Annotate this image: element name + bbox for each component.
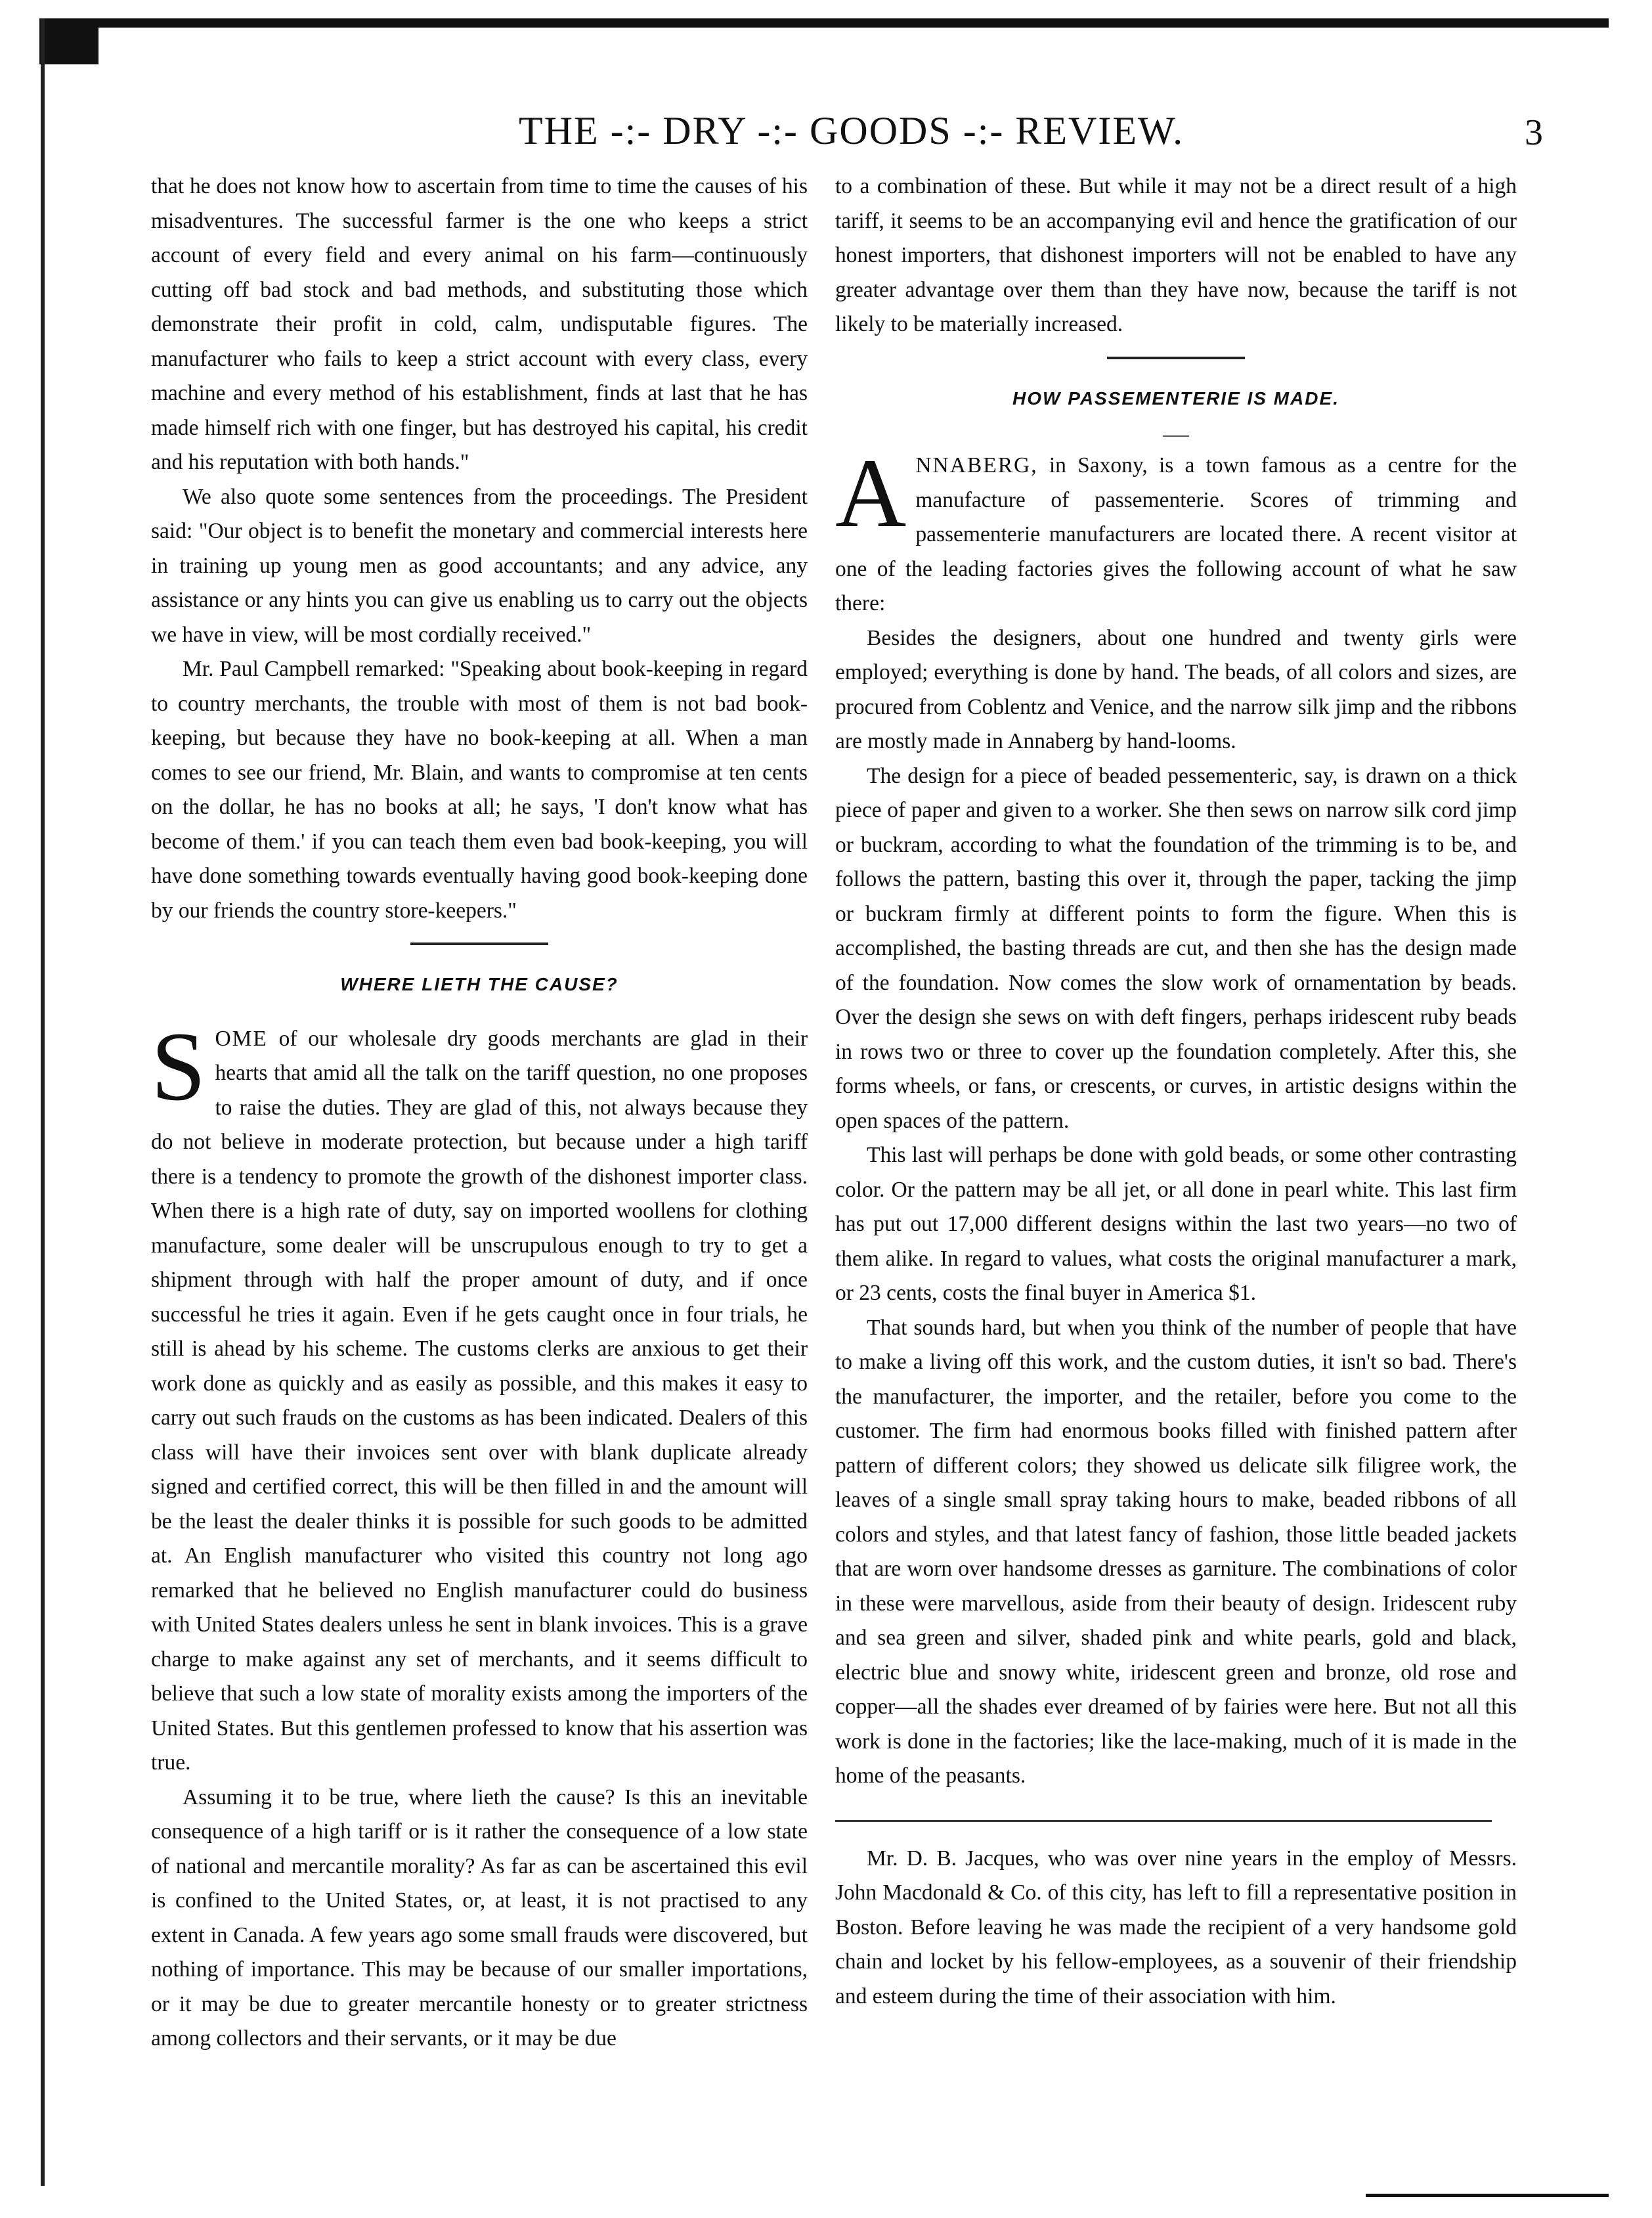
drop-cap: S (151, 1011, 206, 1121)
paragraph: to a combination of these. But while it may not be a direct result of a high tariff, it seems to be an accompanying evil and hence the gratification of our honest importers, that dishonest importers will not be enabled to have any greater advantage over them than they have now, because the tariff is not likely to be materially increased. (835, 174, 1517, 336)
paragraph-text: of our wholesale dry goods merchants are glad in their hearts that amid all the talk on the tariff question, no one proposes to raise the duties. They are glad of this, not always because they do not believe in moderate protection, but because under a high tariff there is a tendency to promote the growth of the dishonest importer class. When there is a high rate of duty, say on imported woollens for clothing manufacture, some dealer will be unscrupulous enough to try to get a shipment through with half the proper amount of duty, and if once successful he tries it again. Even if he gets caught once in four trials, he still is ahead by his scheme. The customs clerks are anxious to get their work done as quickly and as easily as possible, and this makes it easy to carry out such frauds on the customs as has been indicated. Dealers of this class will have their invoices sent over with blank duplicate already signed and certified correct, this will be then filled in and the amount will be the least the dealer thinks it is possible for such goods to be admitted at. An English manufacturer who visited this country not long ago remarked that he believed no English manufacturer could do business with United States dealers unless he sent in blank invoices. This is a grave charge to make against any set of merchants, and it seems difficult to believe that such a low state of morality exists among the importers of the United States. But this gentlemen professed to know that his assertion was true. (151, 1026, 808, 1775)
paragraph-dropcap (151, 1011, 808, 1781)
paragraph: This last will perhaps be done with gold beads, or some other contrasting color. Or the pattern may be all jet, or all done in pearl white. This last firm has put out 17,000 different designs within the last two years—no two of them alike. In regard to values, what costs the original manufacturer a mark, or 23 cents, costs the final buyer in America $1. (835, 1143, 1517, 1305)
paragraph: that he does not know how to ascertain from time to time the causes of his misadventures. The successful farmer is the one who keeps a strict account of every field and every animal on his farm—continuously cutting off bad stock and bad methods, and substituting those which demonstrate their profit in cold, calm, undisputable figures. The manufacturer who fails to keep a strict account with every class, every machine and every method of his establishment, finds at last that he has made himself rich with one finger, but has destroyed his capital, his credit and his reputation with both hands." (151, 174, 808, 474)
right-column (835, 169, 1517, 2014)
paragraph: Mr. Paul Campbell remarked: "Speaking about book-keeping in regard to country merchants, the trouble with most of them is not bad book-keeping, but because they have no book-keeping at all. When a man comes to see our friend, Mr. Blain, and wants to compromise at ten cents on the dollar, he has no books at all; he says, 'I don't know what has become of them.' if you can teach them even bad book-keeping, you will have done something towards eventually having good book-keeping done by our friends the country store-keepers." (151, 657, 808, 923)
paragraph: We also quote some sentences from the proceedings. The President said: "Our object is to benefit the monetary and commercial interests here in training up young men as good accountants; and any advice, any assistance or any hints you can give us enabling us to carry out the objects we have in view, will be most cordially received." (151, 484, 808, 647)
section-heading: HOW PASSEMENTERIE IS MADE. (1012, 388, 1339, 409)
lead-word: NNABERG, (915, 453, 1038, 477)
drop-cap: A (835, 439, 907, 548)
section-heading: WHERE LIETH THE CAUSE? (340, 974, 619, 994)
bottom-rule (1366, 2194, 1609, 2197)
article-separator (835, 1820, 1492, 1822)
paragraph-dropcap (835, 439, 1517, 621)
page-number: 3 (1525, 112, 1543, 153)
section-divider (1107, 357, 1245, 359)
paragraph-text: in Saxony, is a town famous as a centre for the manufacture of passementerie. Scores of trimming and passementerie manufacturers are located there. A recent visitor at one of the leading factories gives the following account of what he saw there: (835, 453, 1517, 615)
heading-underline (1163, 435, 1189, 437)
top-corner-mark (39, 18, 98, 64)
paragraph: The design for a piece of beaded pessementeric, say, is drawn on a thick piece of paper and given to a worker. She then sews on narrow silk cord jimp or buckram, according to what the foundation of the trimming is to be, and follows the pattern, basting this over it, through the paper, tacking the jimp or buckram firmly at different points to form the figure. When this is accomplished, the basting threads are cut, and then she has the design made of the foundation. Now comes the slow work of ornamentation by beads. Over the design she sews on with deft fingers, perhaps iridescent ruby beads in rows two or three to cover up the foundation completely. After this, she forms wheels, or fans, or crescents, or curves, in artistic designs within the open spaces of the pattern. (835, 763, 1517, 1133)
left-border-rule (41, 18, 45, 2186)
lead-word: OME (215, 1026, 268, 1051)
paragraph: Besides the designers, about one hundred and twenty girls were employed; everything is done by hand. The beads, of all colors and sizes, are procured from Coblentz and Venice, and the narrow silk jimp and the ribbons are mostly made in Annaberg by hand-looms. (835, 625, 1517, 753)
paragraph: That sounds hard, but when you think of the number of people that have to make a living off this work, and the custom duties, it isn't so bad. There's the manufacturer, the importer, and the retailer, before you come to the customer. The firm had enormous books filled with finished pattern after pattern of different colors; they showed us delicate silk filigree work, the leaves of a single small spray taking hours to make, beaded ribbons of all colors and styles, and that latest fancy of fashion, those little beaded jackets that are worn over handsome dresses as garniture. The combinations of color in these were marvellous, aside from their beauty of design. Iridescent ruby and sea green and silver, shaded pink and white pearls, gold and black, electric blue and snowy white, iridescent green and bronze, old rose and copper—all the shades ever dreamed of by fairies were here. But not all this work is done in the factories; like the lace-making, much of it is made in the home of the peasants. (835, 1315, 1517, 1788)
section-divider (410, 943, 548, 945)
paragraph: Assuming it to be true, where lieth the cause? Is this an inevitable consequence of a high tariff or is it rather the consequence of a low state of national and mercantile morality? As far as can be ascertained this evil is confined to the United States, or, at least, it is not practised to any extent in Canada. A few years ago some small frauds were discovered, but nothing of importance. This may be because of our smaller importations, or it may be due to greater mercantile honesty or to greater strictness among collectors and their servants, or it may be due (151, 1785, 808, 2051)
top-border-rule (39, 18, 1609, 28)
left-column (151, 169, 808, 2056)
paragraph: Mr. D. B. Jacques, who was over nine years in the employ of Messrs. John Macdonald & Co. of this city, has left to fill a representative position in Boston. Before leaving he was made the recipient of a very handsome gold chain and locket by his fellow-employees, as a souvenir of their friendship and esteem during the time of their association with him. (835, 1846, 1517, 2008)
page-header-title: THE -:- DRY -:- GOODS -:- REVIEW. (519, 109, 1185, 152)
